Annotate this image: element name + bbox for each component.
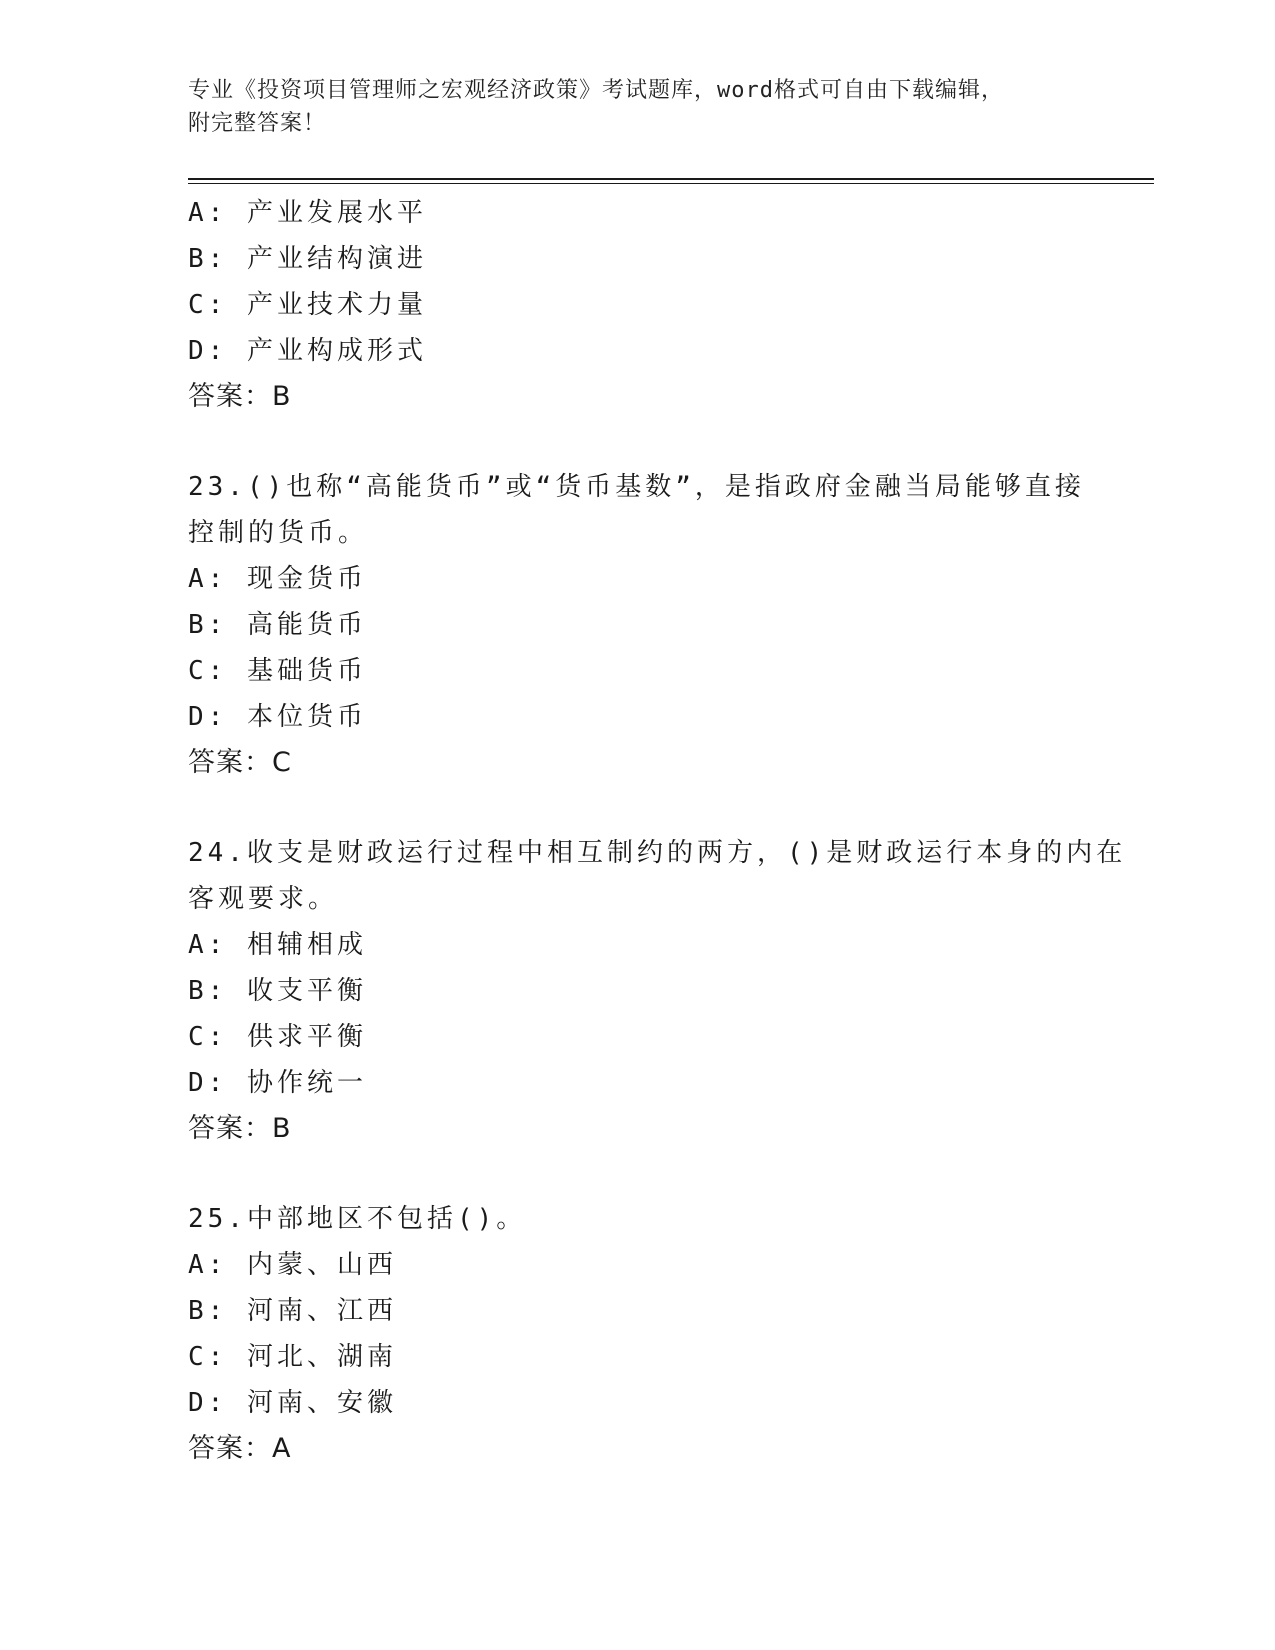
option-b: B: 收支平衡: [188, 976, 367, 1006]
answer-text: 答案：B: [188, 381, 292, 412]
option-c: C: 河北、湖南: [188, 1342, 397, 1372]
answer-text: 答案：A: [188, 1433, 292, 1464]
answer-text: 答案：B: [188, 1113, 292, 1144]
option-d: D: 协作统一: [188, 1068, 367, 1098]
header-divider-thin: [188, 183, 1154, 184]
question-text-line-2: 客观要求。: [188, 884, 339, 914]
question-text-line-2: 控制的货币。: [188, 518, 369, 548]
option-a: A: 现金货币: [188, 564, 367, 594]
option-c: C: 供求平衡: [188, 1022, 367, 1052]
document-header: [188, 74, 1088, 140]
answer-text: 答案：C: [188, 747, 292, 778]
block-spacer: [188, 1152, 1088, 1196]
option-b: B: 高能货币: [188, 610, 367, 640]
block-spacer: [188, 786, 1088, 830]
question-text-line-1: 23.()也称“高能货币”或“货币基数”，是指政府金融当局能够直接: [188, 472, 1085, 502]
block-spacer: [188, 420, 1088, 464]
header-line-2: 附完整答案！: [188, 111, 327, 136]
option-a: A: 产业发展水平: [188, 198, 427, 228]
option-c: C: 基础货币: [188, 656, 367, 686]
question-block-22: [188, 190, 1088, 420]
option-b: B: 河南、江西: [188, 1296, 397, 1326]
question-list: [188, 190, 1127, 1472]
option-d: D: 产业构成形式: [188, 336, 427, 366]
question-block-23: [188, 464, 1088, 786]
option-a: A: 相辅相成: [188, 930, 367, 960]
question-text-line-1: 25.中部地区不包括()。: [188, 1204, 527, 1234]
question-block-24: [188, 830, 1127, 1152]
option-a: A: 内蒙、山西: [188, 1250, 397, 1280]
question-text-line-1: 24.收支是财政运行过程中相互制约的两方，()是财政运行本身的内在: [188, 838, 1127, 868]
header-divider-thick: [188, 178, 1154, 180]
option-c: C: 产业技术力量: [188, 290, 427, 320]
option-b: B: 产业结构演进: [188, 244, 427, 274]
header-line-1: 专业《投资项目管理师之宏观经济政策》考试题库，word格式可自由下载编辑，: [188, 78, 1004, 103]
option-d: D: 本位货币: [188, 702, 367, 732]
option-d: D: 河南、安徽: [188, 1388, 397, 1418]
question-block-25: [188, 1196, 1088, 1472]
